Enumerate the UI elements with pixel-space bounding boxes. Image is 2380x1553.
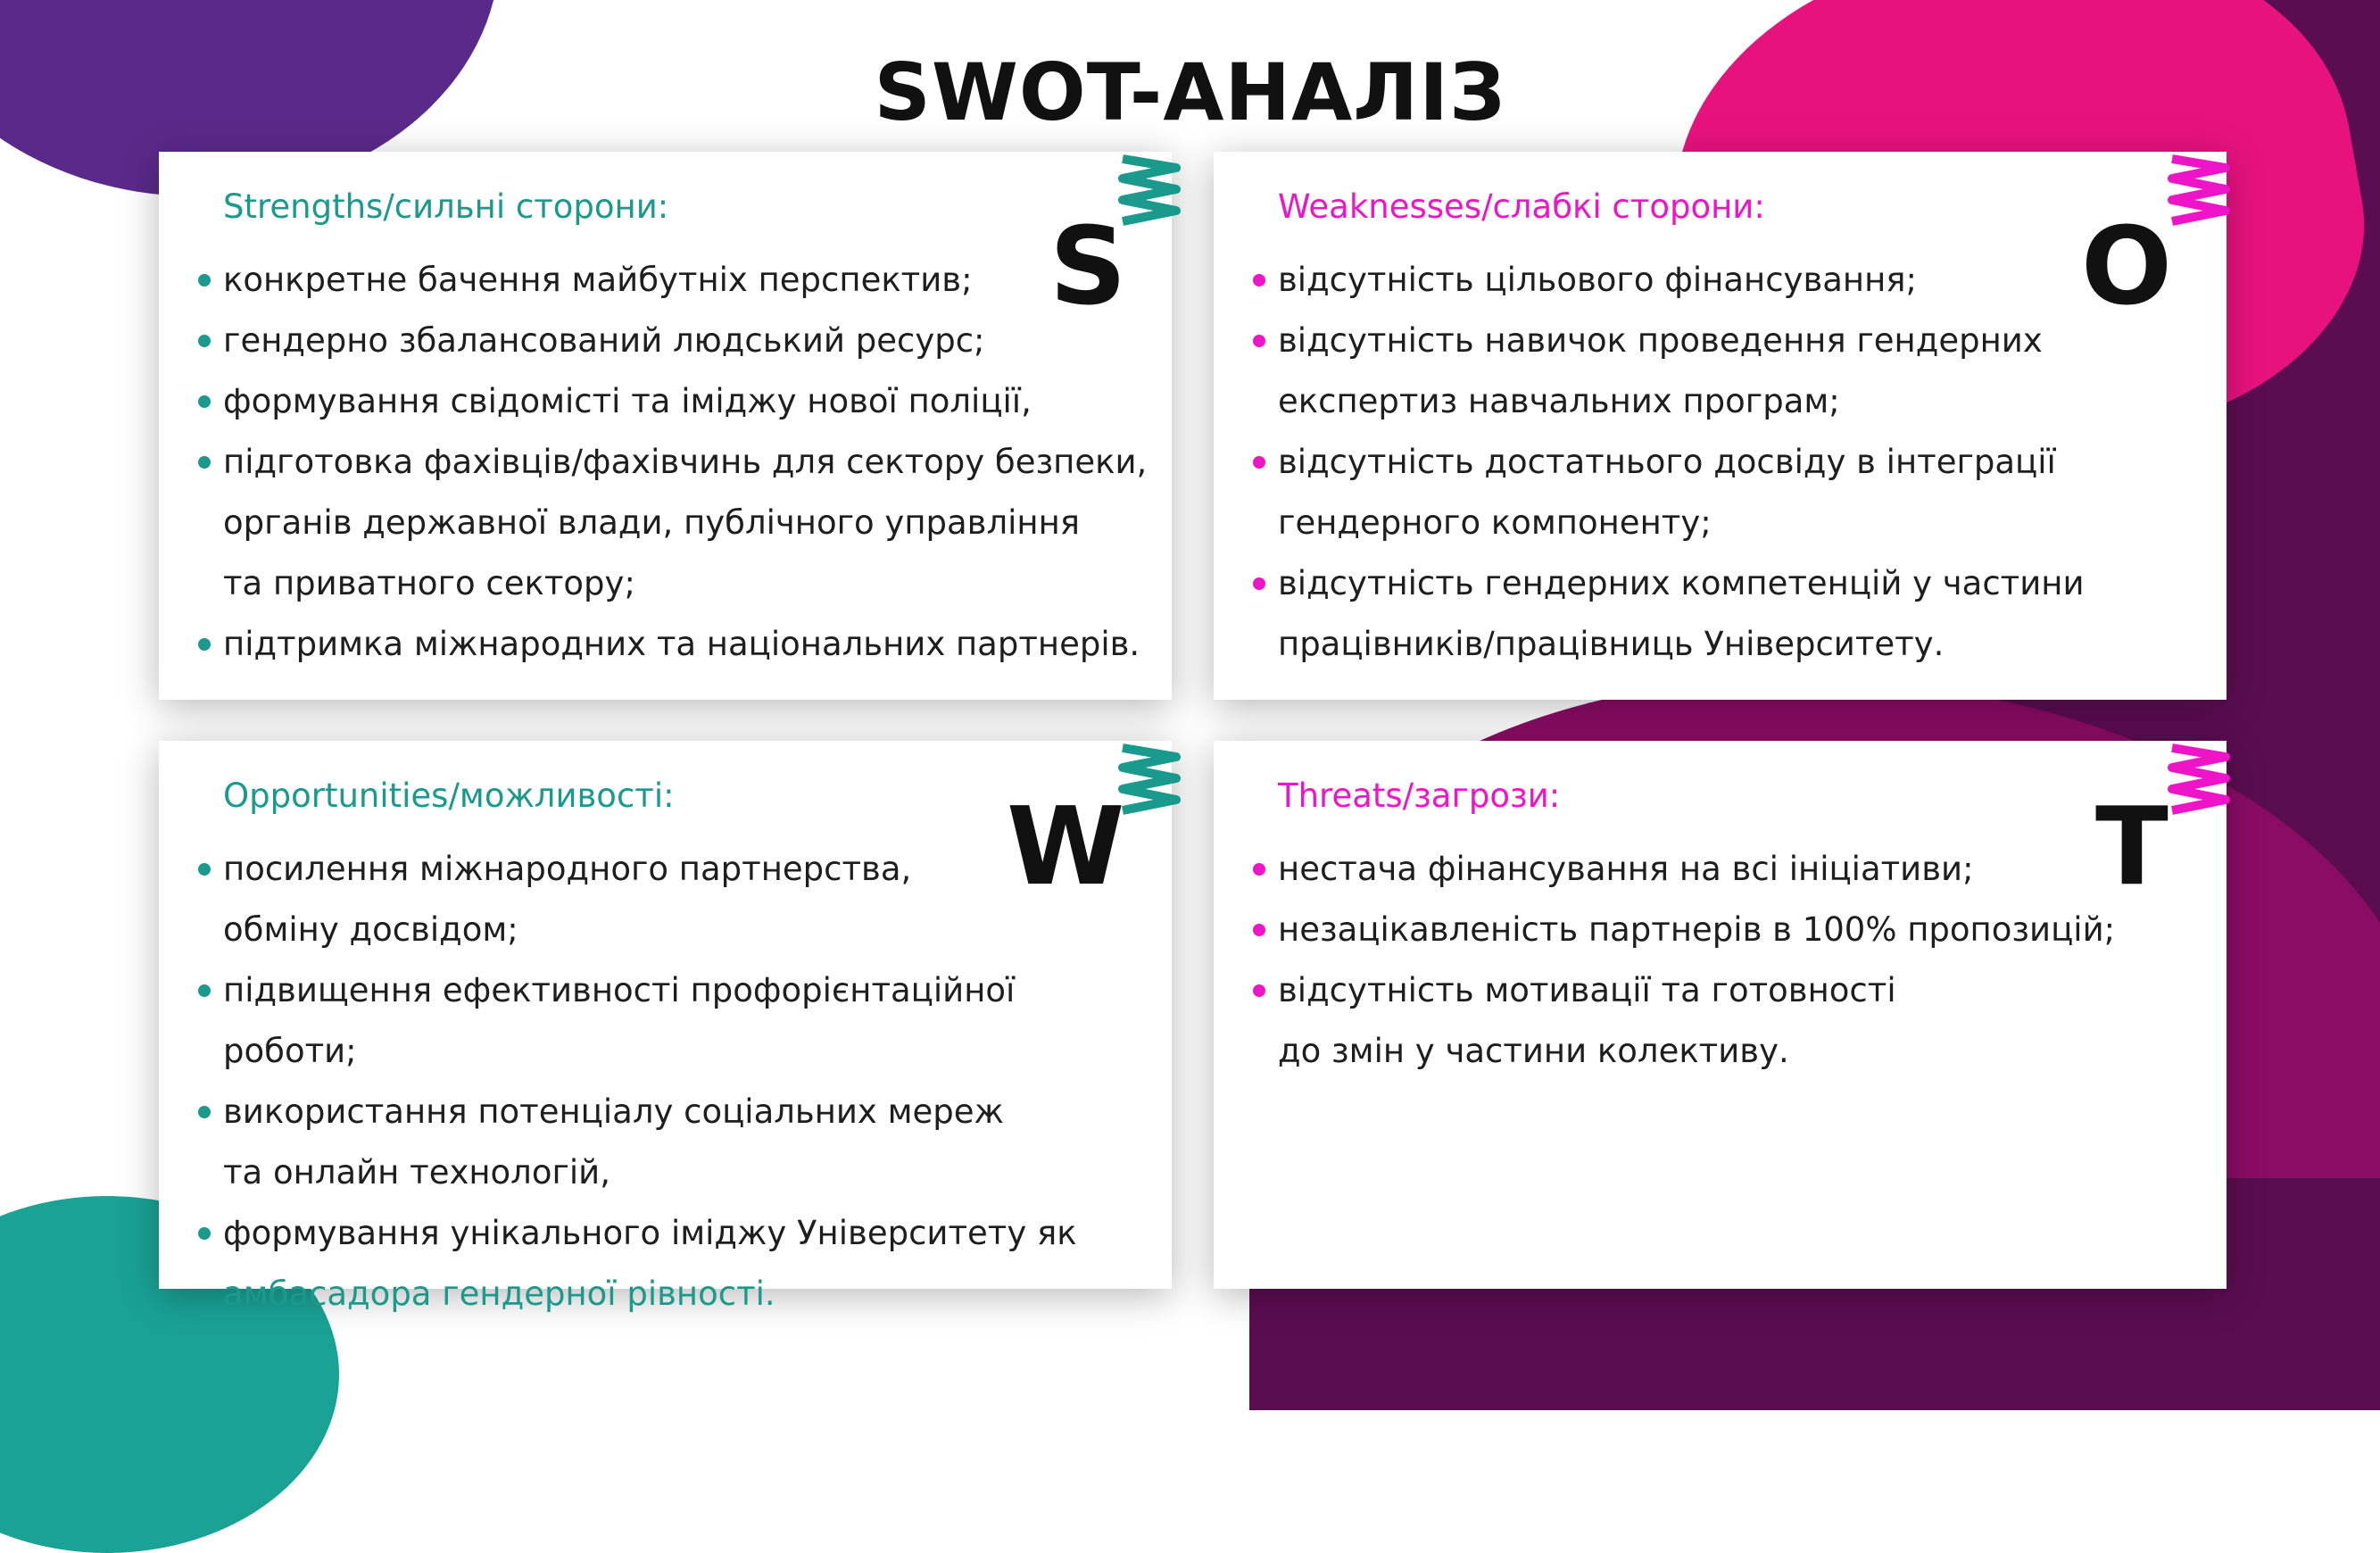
list-item-text: формування унікального іміджу Університету як [223,1214,1077,1252]
bullet-dot-icon [198,638,211,651]
swot-letter-w: W [1007,785,1125,909]
threats-card [1214,741,2227,1289]
opportunities-list [159,839,1149,1325]
list-item [1214,553,2204,614]
list-item-text: посилення міжнародного партнерства, [223,850,912,888]
list-item [1214,311,2204,371]
magenta-zigzag-icon [2163,741,2235,821]
list-item [159,614,1149,675]
strengths-list [159,250,1149,675]
list-item [159,311,1149,371]
list-item-text: до змін у частини колективу. [1278,1032,1789,1070]
bullet-dot-icon [1253,335,1265,347]
strengths-card [159,152,1172,700]
list-item-text: нестача фінансування на всі ініціативи; [1278,850,1974,888]
list-item-text: амбасадора гендерної рівності. [223,1275,775,1313]
bullet-dot-icon [198,395,211,408]
list-item-text: використання потенціалу соціальних мереж [223,1092,1004,1131]
bullet-dot-icon [1253,863,1265,876]
list-item-text: відсутність достатнього досвіду в інтеграції [1278,443,2056,481]
list-item-text: відсутність цільового фінансування; [1278,261,1918,299]
list-item-text: та приватного сектору; [223,564,635,602]
threats-heading: Threats/загрози: [1278,776,1561,815]
weaknesses-heading: Weaknesses/слабкі сторони: [1278,187,1765,226]
weaknesses-card [1214,152,2227,700]
bullet-dot-icon [198,863,211,876]
list-item [159,839,1149,900]
list-item-text: конкретне бачення майбутніх перспектив; [223,261,973,299]
list-item-text: обміну досвідом; [223,910,518,949]
bullet-dot-icon [198,274,211,287]
bullet-dot-icon [198,984,211,997]
bullet-dot-icon [1253,577,1265,590]
list-item [159,1264,1149,1325]
list-item [159,1082,1149,1142]
opportunities-heading: Opportunities/можливості: [223,776,675,815]
list-item [1214,900,2204,960]
bullet-dot-icon [198,1106,211,1118]
list-item [1214,1021,2204,1082]
strengths-heading: Strengths/сильні сторони: [223,187,669,226]
list-item [159,960,1149,1082]
swot-letter-o: O [2081,205,2173,329]
list-item-text: формування свідомісті та іміджу нової поліції, [223,382,1032,420]
list-item [1214,432,2204,493]
list-item-text: підтримка міжнародних та національних партнерів. [223,625,1140,663]
bullet-dot-icon [198,1227,211,1240]
bullet-dot-icon [198,456,211,469]
list-item [159,1203,1149,1264]
list-item-text: відсутність гендерних компетенцій у частини [1278,564,2085,602]
list-item [159,553,1149,614]
list-item [159,250,1149,311]
teal-zigzag-icon [1114,741,1185,821]
bullet-dot-icon [1253,274,1265,287]
list-item-text: та онлайн технологій, [223,1153,610,1192]
list-item-text: органів державної влади, публічного управління [223,503,1081,542]
list-item [159,900,1149,960]
bullet-dot-icon [198,335,211,347]
list-item [1214,371,2204,432]
bullet-dot-icon [1253,984,1265,997]
weaknesses-list [1214,250,2204,675]
list-item [1214,839,2204,900]
swot-letter-t: T [2095,785,2169,909]
swot-letter-s: S [1049,205,1127,329]
list-item-text: відсутність навичок проведення гендерних [1278,321,2043,360]
list-item [159,432,1149,493]
list-item-text: гендерно збалансований людський ресурс; [223,321,985,360]
list-item [159,1142,1149,1203]
bullet-dot-icon [1253,456,1265,469]
teal-zigzag-icon [1114,152,1185,232]
list-item [1214,960,2204,1021]
page-title: SWOT-АНАЛІЗ [874,46,1506,138]
list-item-text: експертиз навчальних програм; [1278,382,1840,420]
list-item-text: незацікавленість партнерів в 100% пропозицій; [1278,910,2116,949]
magenta-zigzag-icon [2163,152,2235,232]
opportunities-card [159,741,1172,1313]
list-item-text: відсутність мотивації та готовності [1278,971,1896,1009]
list-item-text: гендерного компоненту; [1278,503,1712,542]
list-item [1214,614,2204,675]
bullet-dot-icon [1253,924,1265,936]
list-item [159,371,1149,432]
list-item-text: підвищення ефективності профорієнтаційної роботи; [223,971,1016,1070]
list-item-text: підготовка фахівців/фахівчинь для сектору безпеки, [223,443,1148,481]
list-item [159,493,1149,553]
list-item-text: працівників/працівниць Університету. [1278,625,1945,663]
threats-list [1214,839,2204,1082]
list-item [1214,250,2204,311]
list-item [1214,493,2204,553]
